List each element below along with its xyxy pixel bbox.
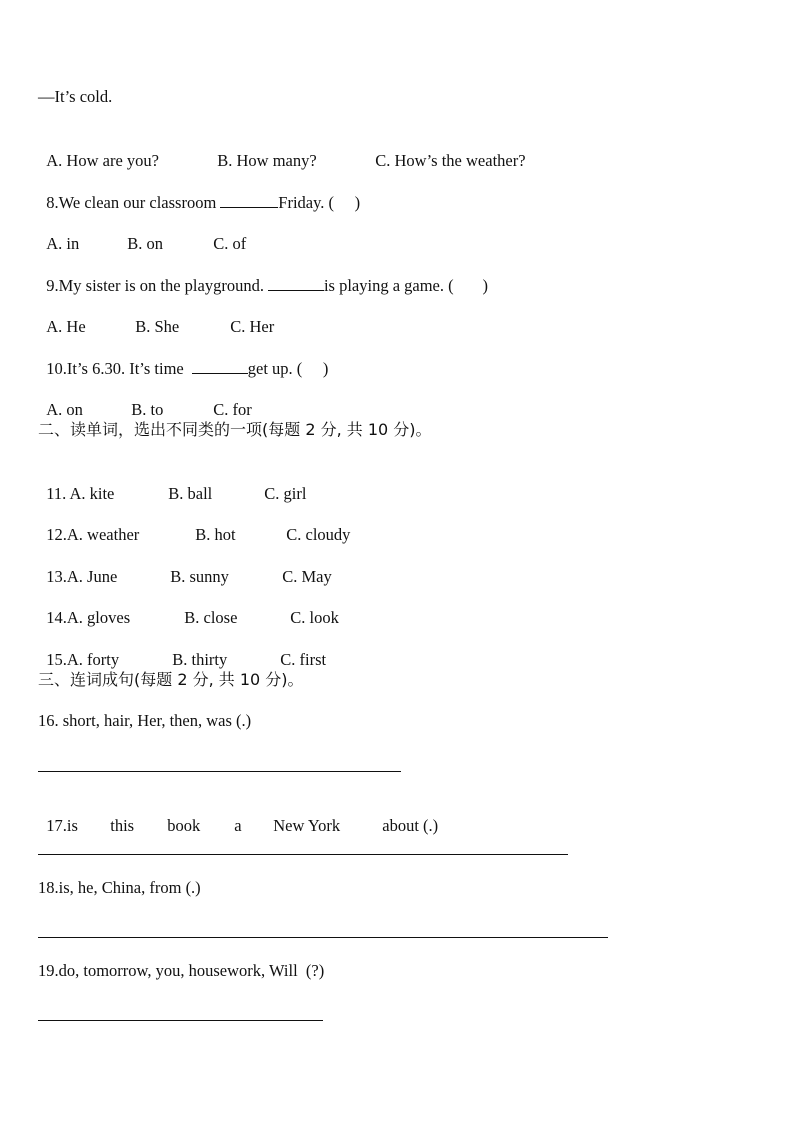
answer-line-19[interactable] <box>38 1020 323 1021</box>
question-11 <box>38 461 306 505</box>
q7-answer-line: —It’s cold. <box>38 87 113 106</box>
question-10 <box>38 336 328 380</box>
option-c: C. for <box>213 400 252 419</box>
option-b: B. close <box>184 608 238 627</box>
answer-blank[interactable] <box>220 192 278 208</box>
question-text-end: get up. ( ) <box>247 359 329 378</box>
option-c: C. May <box>282 567 332 586</box>
option-b: B. hot <box>195 525 236 544</box>
q7-options <box>38 128 526 172</box>
option-c: C. girl <box>264 484 307 503</box>
option-b: B. to <box>131 400 164 419</box>
q9-options <box>38 294 274 338</box>
answer-line-16[interactable] <box>38 771 401 772</box>
answer-blank[interactable] <box>268 275 324 291</box>
question-9 <box>38 253 488 297</box>
question-19: 19.do, tomorrow, you, housework, Will (?) <box>38 961 325 980</box>
option-a: 13.A. June <box>46 567 118 586</box>
question-12 <box>38 502 350 546</box>
question-text-end: is playing a game. ( ) <box>323 276 488 295</box>
option-b: B. ball <box>168 484 213 503</box>
q8-options <box>38 211 246 255</box>
option-b: B. on <box>127 234 164 253</box>
answer-blank[interactable] <box>192 358 248 374</box>
option-a: A. in <box>46 234 80 253</box>
question-8 <box>38 170 360 214</box>
option-c: C. Her <box>230 317 275 336</box>
option-b: B. thirty <box>172 650 228 669</box>
option-a: A. How are you? <box>46 151 159 170</box>
question-text: 8.We clean our classroom <box>46 193 217 212</box>
question-text-end: Friday. ( ) <box>278 193 361 212</box>
question-text: 10.It’s 6.30. It’s time <box>46 359 184 378</box>
option-c: C. first <box>280 650 327 669</box>
option-a: 15.A. forty <box>46 650 120 669</box>
option-b: B. sunny <box>170 567 229 586</box>
question-14 <box>38 585 339 629</box>
question-text: 9.My sister is on the playground. <box>46 276 264 295</box>
option-a: A. He <box>46 317 86 336</box>
option-a: 11. A. kite <box>46 484 115 503</box>
option-b: B. She <box>135 317 180 336</box>
word: about (.) <box>382 816 439 835</box>
option-a: 12.A. weather <box>46 525 140 544</box>
word: book <box>167 816 201 835</box>
option-c: C. look <box>290 608 339 627</box>
section-2-heading: 二、读单词，选出不同类的一项(每题 2 分, 共 10 分)。 <box>38 420 432 439</box>
option-c: C. cloudy <box>286 525 351 544</box>
option-c: C. How’s the weather? <box>375 151 526 170</box>
q10-options <box>38 377 252 421</box>
word: this <box>110 816 135 835</box>
word: 17.is <box>46 816 78 835</box>
option-b: B. How many? <box>217 151 317 170</box>
section-3-heading: 三、连词成句(每题 2 分, 共 10 分)。 <box>38 670 304 689</box>
option-a: A. on <box>46 400 83 419</box>
question-18: 18.is, he, China, from (.) <box>38 878 201 897</box>
question-13 <box>38 544 332 588</box>
question-16: 16. short, hair, Her, then, was (.) <box>38 711 252 730</box>
word: New York <box>273 816 341 835</box>
answer-line-17[interactable] <box>38 854 568 855</box>
answer-line-18[interactable] <box>38 937 608 938</box>
option-a: 14.A. gloves <box>46 608 131 627</box>
question-17 <box>38 793 438 837</box>
question-15 <box>38 627 326 671</box>
word: a <box>234 816 242 835</box>
option-c: C. of <box>213 234 247 253</box>
